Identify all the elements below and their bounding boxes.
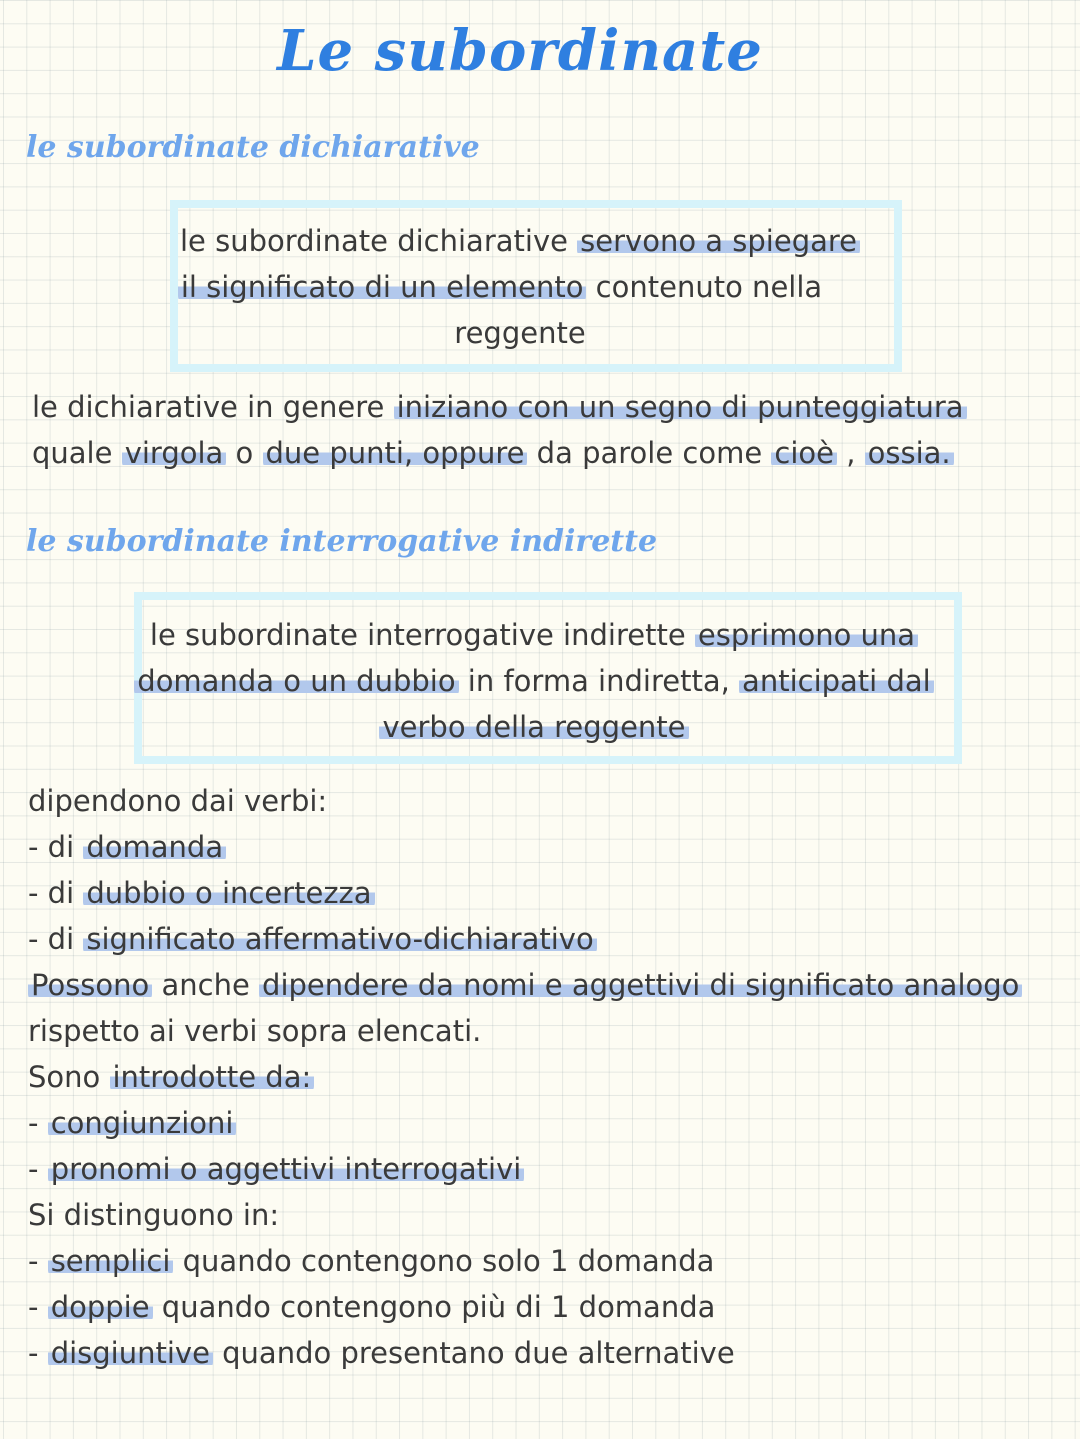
highlight: due punti, oppure	[263, 436, 528, 470]
highlight: domanda	[83, 830, 226, 864]
definition-text-interrogative: le subordinate interrogative indirette esprimono una domanda o un dubbio in forma indiretta, anticipati dal verbo della reggente	[134, 612, 934, 750]
paragraph-dichiarative: le dichiarative in genere iniziano con un segno di punteggiatura quale virgola o due punti, oppure da parole come cioè , ossia.	[32, 384, 967, 476]
highlight: iniziano con un segno di punteggiatura	[394, 390, 967, 424]
box-line: il significato di un elemento contenuto nella	[130, 264, 870, 310]
highlight: esprimono una	[695, 618, 918, 652]
box-line: reggente	[454, 316, 586, 350]
paragraph-interrogative: dipendono dai verbi: - di domanda - di dubbio o incertezza - di significato affermativo-dichiarativo Possono anche dipendere da nomi e aggettivi di significato analogo rispetto ai verbi sopra elencati. Sono introdotte da: - congiunzioni - pronomi o aggettivi interrogativi Si distinguono in: - semplici quando contengono solo 1 domanda - doppie quando contengono più di 1 domanda - disgiuntive quando presentano due alternative	[28, 778, 1022, 1376]
highlight: Possono	[28, 968, 152, 1002]
highlight: dipendere da nomi e aggettivi di significato analogo	[259, 968, 1022, 1002]
definition-text-dichiarative	[170, 218, 870, 356]
highlight: introdotte da:	[110, 1060, 315, 1094]
highlight: verbo della reggente	[379, 710, 688, 744]
highlight: ossia.	[865, 436, 954, 470]
highlight: disgiuntive	[48, 1336, 213, 1370]
highlight: cioè	[771, 436, 837, 470]
highlight: virgola	[122, 436, 227, 470]
highlight: pronomi o aggettivi interrogativi	[48, 1152, 525, 1186]
highlight: domanda o un dubbio	[134, 664, 458, 698]
highlight: dubbio o incertezza	[83, 876, 374, 910]
page-title: Le subordinate	[277, 18, 763, 84]
highlight: significato affermativo-dichiarativo	[83, 922, 596, 956]
highlight: il significato di un elemento	[178, 270, 587, 304]
highlight: semplici	[48, 1244, 174, 1278]
section-heading-interrogative: le subordinate interrogative indirette	[26, 524, 658, 559]
highlight: anticipati dal	[739, 664, 934, 698]
highlight: congiunzioni	[48, 1106, 237, 1140]
section-heading-dichiarative: le subordinate dichiarative	[26, 130, 480, 165]
box-line: le subordinate dichiarative servono a spiegare	[170, 218, 870, 264]
highlight: doppie	[48, 1290, 153, 1324]
highlight: servono a spiegare	[577, 224, 860, 258]
